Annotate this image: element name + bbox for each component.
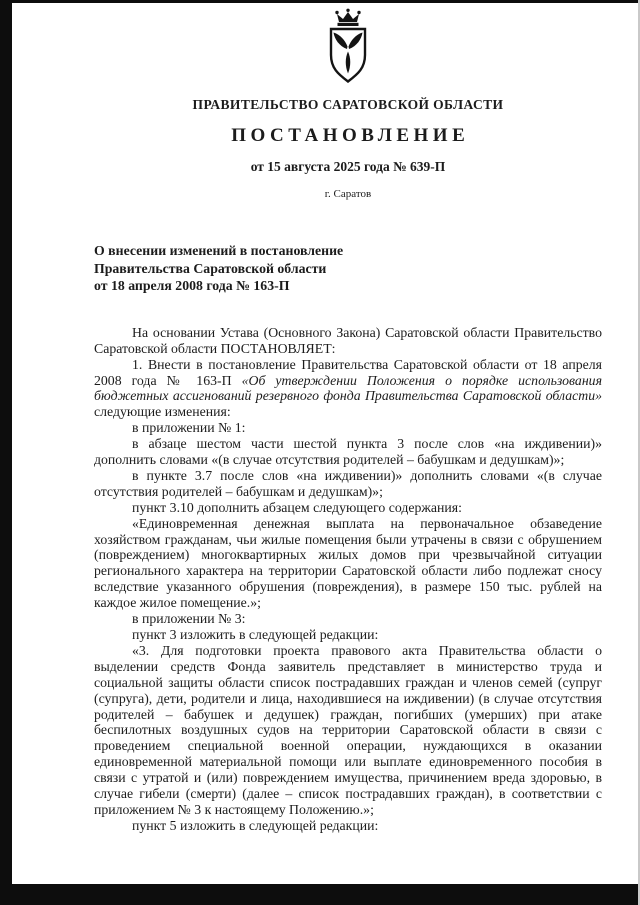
scan-artifact-bottom-edge <box>0 884 640 905</box>
title-line-3: от 18 апреля 2008 года № 163-П <box>94 278 290 294</box>
paragraph-text: в приложении № 1: <box>132 420 246 436</box>
paragraph-text: пункт 3 изложить в следующей редакции: <box>132 627 379 642</box>
paragraph-text: в приложении № 3: <box>132 611 246 627</box>
paragraph-text: пункт 5 изложить в следующей редакции: <box>132 817 379 833</box>
paragraph <box>94 500 602 516</box>
paragraph <box>94 436 602 468</box>
paragraph-text: в пункте 3.7 после слов «на иждивении)» дополнить словами «(в случае отсутствия родителей – бабушкам и дедушкам)»; <box>94 467 602 499</box>
paragraph-text: пункт 3.10 дополнить абзацем следующего содержания: <box>132 499 462 515</box>
paragraph-text: в абзаце шестом части шестой пункта 3 после слов «на иждивении)» дополнить словами «(в случае отсутствия родителей – бабушкам и дедушкам)»; <box>94 436 602 468</box>
paragraph-text: следующие изменения: <box>94 404 231 420</box>
title-line-2: Правительства Саратовской области <box>94 260 327 276</box>
paragraph <box>94 325 602 357</box>
paragraph <box>94 643 602 818</box>
paragraph <box>94 627 602 643</box>
document-body <box>94 325 602 834</box>
paragraph <box>94 468 602 500</box>
organization-name: ПРАВИТЕЛЬСТВО САРАТОВСКОЙ ОБЛАСТИ <box>192 97 504 112</box>
scan-artifact-top-edge <box>0 0 640 3</box>
title-line-1: О внесении изменений в постановление <box>94 243 344 258</box>
paragraph-text: На основании Устава (Основного Закона) Саратовской области Правительство Саратовской области ПОСТАНОВЛЯЕТ: <box>94 324 602 356</box>
document-header <box>94 8 602 200</box>
paragraph <box>94 420 602 436</box>
paragraph-text: «3. Для подготовки проекта правового акта Правительства области о выделении средств Фонда заявитель представляет в министерство труда и социальной защиты области список пострадавших граждан и членов семей (супруг (супруга), дети, родители и лица, находившиеся на иждивении) (в случае отсутствия родителей – бабушек и дедушек) граждан, погибших (умерших) при атаке беспилотных воздушных судов на территории Саратовской области в связи с проведением специальной военной операции, нуждающихся в оказании единовременной материальной помощи или выплате единовременного пособия в связи с утратой и (или) повреждением имущества, причинением вреда здоровью, в случае гибели (смерти) (далее – список пострадавших граждан), в соответствии с приложением № 3 к настоящему Положению.»; <box>94 642 602 817</box>
paragraph-text: «Единовременная денежная выплата на первоначальное обзаведение хозяйством гражданам, чьи жилые помещения были утрачены в связи с обрушением (повреждением) многоквартирных жилых домов при чрезвычайной ситуации регионального характера на территории Саратовской области либо подлежат сносу вследствие указанного обрушения (повреждения), в размере 150 тыс. рублей на каждое жилое помещение.»; <box>94 515 602 611</box>
paragraph <box>94 516 602 611</box>
paragraph <box>94 818 602 834</box>
paragraph <box>94 357 602 421</box>
document-title <box>94 242 602 295</box>
quoted-act-title: «Об утверждении Положения о порядке использования бюджетных ассигнований резервного фонда Правительства Саратовской области» <box>94 372 602 404</box>
date-and-number-line: от 15 августа 2025 года № 639-П <box>250 159 446 174</box>
saratov-coat-of-arms-icon <box>94 8 602 84</box>
document-content <box>94 6 602 834</box>
paragraph <box>94 611 602 627</box>
paragraph-text: 1. Внести в постановление Правительства Саратовской области от 18 апреля 2008 года № 163-П <box>94 356 602 388</box>
city-line: г. Саратов <box>324 188 372 200</box>
document-type-heading: ПОСТАНОВЛЕНИЕ <box>231 125 470 146</box>
scan-artifact-left-edge <box>0 0 12 905</box>
